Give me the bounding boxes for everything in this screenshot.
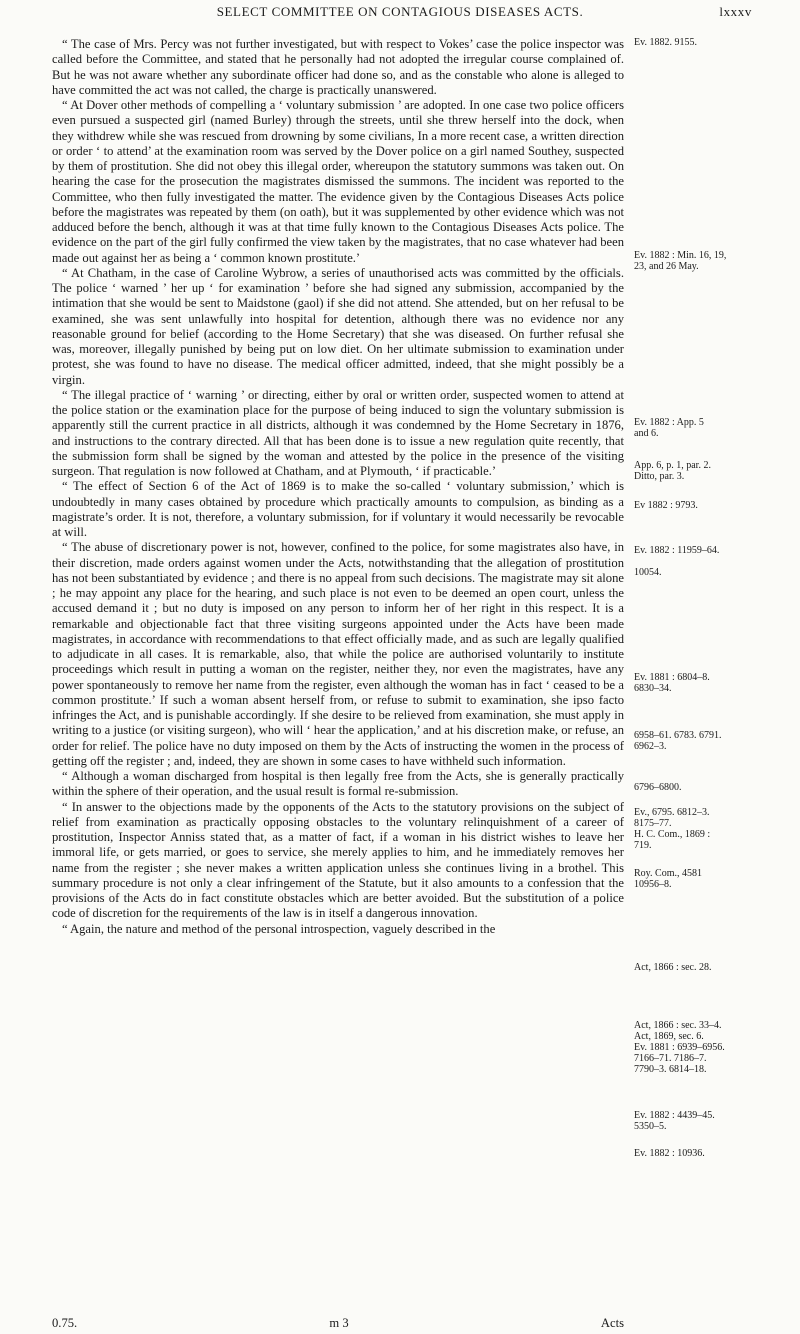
margin-note: App. 6, p. 1, par. 2. Ditto, par. 3.	[634, 460, 711, 482]
paragraph: “ Again, the nature and method of the personal introspection, vaguely described in the	[62, 921, 496, 936]
page-footer	[52, 1316, 624, 1331]
paragraph: “ At Dover other methods of compelling a ‘ voluntary submission ’ are adopted. In one case two police officers even pursued a suspected girl (named Burley) through the streets, until she threw herself into the dock, when they withdrew while she was rescued from drowning by some civilians, In a more recent case, a written direction or order ‘ to attend’ at the examination room was served by the Dover police on a girl named Southey, suspected by them of prostitution. She did not obey this illegal order, whereupon the statutory summons was taken out. On hearing the case for the prosecution the magistrates dismissed the summons. The incident was reported to the Committee, who then fully investigated the matter. The evidence given by the Contagious Diseases Acts police before the magistrates was repeated by them (on oath), but it was supplemented by other evidence which was not adduced before the bench, although it was at that time fully known to the Contagious Diseases Acts police. The evidence on the part of the girl fully confirmed the view taken by the magistrates, that no case whatever had been made out against her as being a ‘ common known prostitute.’	[52, 98, 624, 265]
paragraph: “ The abuse of discretionary power is not, however, confined to the police, for some magistrates also have, in their discretion, made orders against women under the Acts, notwithstanding that the allegation of prostitution has not been substantiated by evidence ; and there is no appeal from such decisions. The magistrate may sit alone ; he may appoint any place for the hearing, and such place is not even to be deemed an open court, unless the accused demand it ; but no duty is imposed on any person to inform her of her right in this respect. It is a remarkable and objectionable fact that three visiting surgeons appointed under the Acts have been made magistrates, in accordance with recommendations to that effect officially made, and as such are legally qualified to adjudicate in all cases. It is remarkable, also, that while the police are authorised voluntarily to institute proceedings which result in putting a woman on the register, neither they, nor even the magistrates, have any power spontaneously to remove her name from the register, even although the woman has in fact ‘ ceased to be a common prostitute.’ If such a woman absent herself from, or refuse to submit to examination, she ipso facto infringes the Act, and is punishable accordingly. If she desire to be relieved from examination, she must apply in writing to a justice (or visiting surgeon), who will ‘ hear the application,’ and at his discretion make, or refuse, an order for relief. The police have no duty imposed on them by the Acts of instructing the women in the process of getting off the register ; and, indeed, they are shown in some cases to have withheld such information.	[52, 540, 624, 768]
page-number: lxxxv	[719, 4, 752, 19]
running-header	[110, 4, 752, 20]
paragraph: “ The illegal practice of ‘ warning ’ or directing, either by oral or written order, suspected women to attend at the police station or the examination place for the purpose of being induced to sign the voluntary submission is apparently still the current practice in all districts, although it was condemned by the Home Secretary in 1876, and instructions to the contrary directed. All that has been done is to issue a new regulation quite recently, that the submission form shall be signed by the woman and attested by the police in the presence of the visiting surgeon. That regulation is now followed at Chatham, and at Plymouth, ‘ if practicable.’	[52, 387, 624, 478]
footer-code: 0.75.	[52, 1316, 78, 1330]
margin-note: 6958–61. 6783. 6791. 6962–3.	[634, 730, 722, 752]
paragraph: “ The effect of Section 6 of the Act of 1869 is to make the so-called ‘ voluntary submission,’ which is undoubtedly in many cases obtained by procedure which practically amounts to compulsion, as binding as a magistrate’s order. It is not, therefore, a voluntary submission, for if voluntary it would necessarily be revocable at will.	[52, 479, 624, 539]
margin-note: Ev. 1882 : 10936.	[634, 1148, 705, 1159]
margin-note: Roy. Com., 4581 10956–8.	[634, 868, 702, 890]
margin-note: Ev. 1882 : App. 5 and 6.	[634, 417, 704, 439]
main-text	[52, 37, 624, 937]
catchword: Acts	[600, 1316, 624, 1330]
margin-note: Ev. 1882. 9155.	[634, 37, 697, 48]
margin-note: Ev. 1882 : 4439–45. 5350–5.	[634, 1110, 715, 1132]
margin-note: Ev. 1882 : Min. 16, 19, 23, and 26 May.	[634, 250, 727, 272]
margin-note: 6796–6800.	[634, 782, 682, 793]
margin-note: Ev. 1881 : 6804–8. 6830–34.	[634, 672, 710, 694]
margin-note: Ev., 6795. 6812–3. 8175–77. H. C. Com., 1869 : 719.	[634, 807, 711, 851]
margin-note: Act, 1866 : sec. 28.	[634, 962, 712, 973]
signature-mark: m 3	[329, 1316, 349, 1330]
header-title: SELECT COMMITTEE ON CONTAGIOUS DISEASES ACTS.	[216, 4, 584, 19]
margin-note: Ev 1882 : 9793.	[634, 500, 698, 511]
paragraph: “ In answer to the objections made by the opponents of the Acts to the statutory provisions on the subject of relief from examination as practically opposing obstacles to the voluntary relinquishment of a career of prostitution, Inspector Anniss stated that, as a matter of fact, if a woman in his district wishes to leave her immoral life, or gets married, or goes to service, she merely applies to him, and he immediately removes her name from the register ; she never makes a written application unless she continues living in a brothel. This summary procedure is not only a clear infringement of the Statute, but it also amounts to a confession that the provisions of the Acts do in fact constitute obstacles which are better avoided. But the substitution of a police code of discretion for the requirements of the law is in itself a dangerous innovation.	[52, 799, 624, 921]
paragraph: “ The case of Mrs. Percy was not further investigated, but with respect to Vokes’ case the police inspector was called before the Committee, and stated that he personally had not adopted the irregular course complained of. But he was not aware whether any subordinate officer had done so, and as the constable who alone is alleged to have committed the act was not called, the charge is practically unanswered.	[52, 37, 624, 97]
paragraph: “ At Chatham, in the case of Caroline Wybrow, a series of unauthorised acts was committed by the officials. The police ‘ warned ’ her up ‘ for examination ’ before she had signed any submission, accompanied by the intimation that she would be sent to Maidstone (gaol) if she did not attend. She attended, but on her refusal to be examined, she was sent unlawfully into hospital for detention, although there was no evidence nor any reasonable ground for belief (according to the Home Secretary) that she was diseased. On further refusal she was, moreover, illegally punished by being put on low diet. On her ultimate submission to examination under protest, she was found to have no disease. The medical officer admitted, indeed, that she might possibly be a virgin.	[52, 265, 624, 387]
margin-note: Act, 1866 : sec. 33–4. Act, 1869, sec. 6. Ev. 1881 : 6939–6956. 7166–71. 7186–7. 7790–3. 6814–18.	[634, 1020, 725, 1075]
paragraph: “ Although a woman discharged from hospital is then legally free from the Acts, she is generally practically within the sphere of their operation, and the usual result is formal re-submission.	[52, 769, 624, 799]
margin-note: Ev. 1882 : 11959–64. 10054.	[634, 545, 720, 578]
